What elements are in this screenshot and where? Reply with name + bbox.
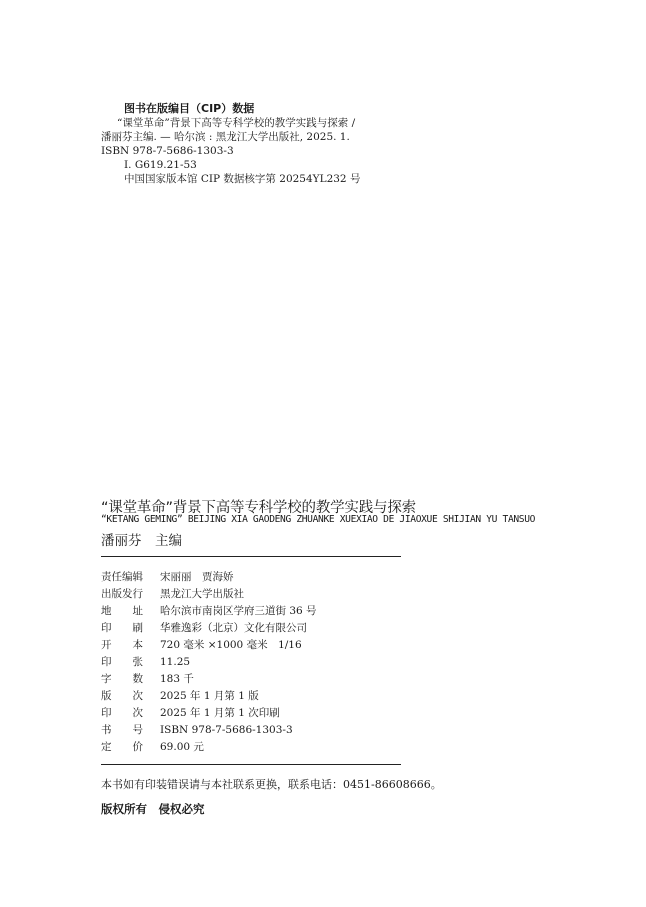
info-value-sheets: 11.25 bbox=[160, 656, 191, 668]
cip-classification-line: Ⅰ. G619.21-53 bbox=[124, 159, 197, 171]
info-value-price: 69.00 元 bbox=[160, 741, 204, 753]
info-value-address: 哈尔滨市南岗区学府三道街 36 号 bbox=[160, 605, 317, 617]
info-value-editor: 宋丽丽 贾海娇 bbox=[160, 571, 234, 583]
cip-publisher-line: 潘丽芬主编. — 哈尔滨 : 黑龙江大学出版社, 2025. 1. bbox=[101, 131, 350, 143]
info-value-distributor: 黑龙江大学出版社 bbox=[160, 588, 244, 600]
info-value-word-count: 183 千 bbox=[160, 673, 194, 685]
info-label-word-count: 字 数 bbox=[101, 673, 143, 685]
info-label-distributor: 出版发行 bbox=[101, 588, 143, 600]
printing-error-notice: 本书如有印装错误请与本社联系更换，联系电话：0451-86608666。 bbox=[101, 778, 442, 791]
info-value-book-number: ISBN 978-7-5686-1303-3 bbox=[160, 724, 293, 736]
book-author: 潘丽芬 主编 bbox=[101, 533, 182, 549]
book-title: “课堂革命”背景下高等专科学校的教学实践与探索 bbox=[101, 500, 416, 516]
info-label-address: 地 址 bbox=[101, 605, 143, 617]
copyright-notice: 版权所有 侵权必究 bbox=[101, 802, 205, 816]
info-label-edition: 版 次 bbox=[101, 690, 143, 702]
info-value-printer: 华雅逸彩（北京）文化有限公司 bbox=[160, 622, 307, 634]
info-label-book-number: 书 号 bbox=[101, 724, 143, 736]
info-label-editor: 责任编辑 bbox=[101, 571, 143, 583]
info-value-impression: 2025 年 1 月第 1 次印刷 bbox=[160, 707, 280, 719]
info-label-impression: 印 次 bbox=[101, 707, 143, 719]
cip-title-line: “课堂革命”背景下高等专科学校的教学实践与探索 / bbox=[117, 117, 356, 129]
info-value-format: 720 毫米 ×1000 毫米 1/16 bbox=[160, 639, 302, 651]
cip-isbn-line: ISBN 978-7-5686-1303-3 bbox=[101, 145, 234, 157]
info-label-sheets: 印 张 bbox=[101, 656, 143, 668]
cip-heading: 图书在版编目（CIP）数据 bbox=[124, 102, 255, 115]
cip-record-number-line: 中国国家版本馆 CIP 数据核字第 20254YL232 号 bbox=[124, 173, 361, 185]
book-pinyin-title: “KETANG GEMING” BEIJING XIA GAODENG ZHUANKE XUEXIAO DE JIAOXUE SHIJIAN YU TANSUO bbox=[101, 514, 536, 525]
info-label-format: 开 本 bbox=[101, 639, 143, 651]
info-label-printer: 印 刷 bbox=[101, 622, 143, 634]
divider-bottom bbox=[101, 764, 401, 765]
info-value-edition: 2025 年 1 月第 1 版 bbox=[160, 690, 259, 702]
info-label-price: 定 价 bbox=[101, 741, 143, 753]
divider-top bbox=[101, 556, 401, 557]
